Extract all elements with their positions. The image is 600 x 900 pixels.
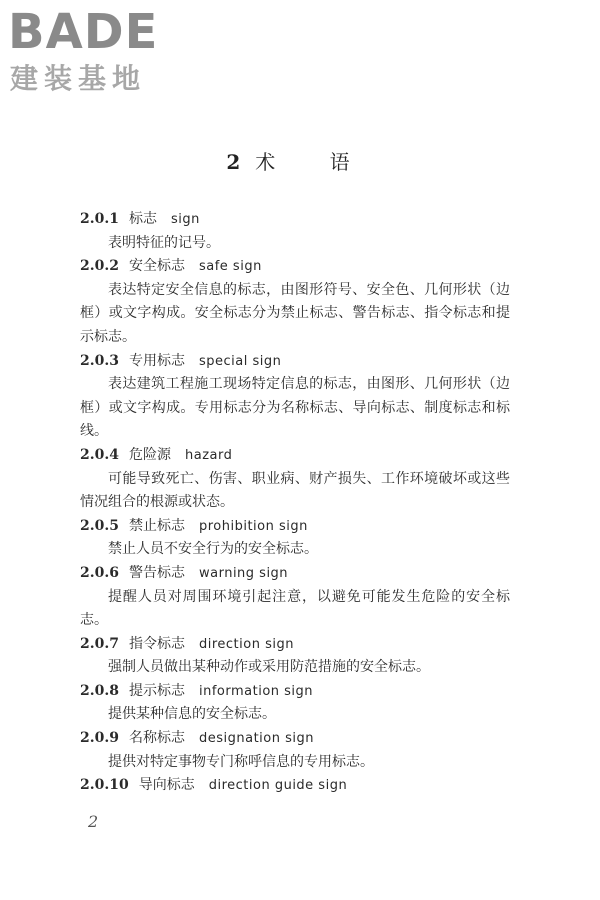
bade-logo [8,4,178,104]
logo-wordmark: BADE [8,4,159,60]
chapter-title [0,146,600,175]
term-entry [80,255,510,349]
term-definition: 提供某种信息的安全标志。 [108,706,276,723]
term-definition: 提醒人员对周围环境引起注意，以避免可能发生危险的安全标志。 [80,588,510,629]
term-english: designation sign [198,731,314,747]
term-heading [80,774,510,798]
term-english: safe sign [198,259,262,275]
term-heading [80,515,510,539]
chapter-heading: 术 语 [255,150,374,174]
term-heading [80,208,510,232]
term-definition: 禁止人员不安全行为的安全标志。 [108,541,318,558]
term-entry [80,350,510,444]
term-chinese: 危险源 [128,446,171,463]
term-chinese: 提示标志 [128,682,185,699]
term-entry [80,444,510,515]
term-entry [80,633,510,680]
term-number: 2.0.8 [80,682,119,699]
term-number: 2.0.3 [80,352,119,369]
term-definition: 表达特定安全信息的标志，由图形符号、安全色、几何形状（边框）或文字构成。安全标志分为禁止标志、警告标志、指令标志和提示标志。 [80,281,510,345]
term-number: 2.0.4 [80,446,119,463]
term-chinese: 禁止标志 [128,517,185,534]
term-definition: 可能导致死亡、伤害、职业病、财产损失、工作环境破坏或这些情况组合的根源或状态。 [80,470,510,511]
term-heading [80,562,510,586]
term-entry [80,727,510,774]
term-number: 2.0.10 [80,777,129,794]
term-chinese: 指令标志 [128,635,185,652]
chapter-number: 2 [226,150,242,174]
term-number: 2.0.2 [80,258,119,275]
term-chinese: 标志 [128,211,157,227]
term-definition: 强制人员做出某种动作或采用防范措施的安全标志。 [108,659,430,676]
term-heading [80,680,510,704]
term-heading [80,633,510,657]
term-english: information sign [198,683,314,699]
term-number: 2.0.6 [80,564,119,581]
term-entry [80,562,510,633]
term-chinese: 警告标志 [128,564,185,581]
term-chinese: 导向标志 [138,777,195,794]
term-english: sign [170,212,200,227]
term-number: 2.0.5 [80,517,119,534]
term-chinese: 名称标志 [128,730,185,747]
term-definition: 表明特征的记号。 [108,234,220,251]
term-heading [80,727,510,751]
term-english: prohibition sign [198,518,308,534]
term-heading [80,350,510,374]
term-english: hazard [184,447,233,463]
term-number: 2.0.7 [80,635,119,652]
logo-chinese-text: 建装基地 [10,62,147,95]
term-entry [80,515,510,562]
term-english: direction guide sign [208,778,348,794]
term-heading [80,444,510,468]
term-definition: 表达建筑工程施工现场特定信息的标志，由图形、几何形状（边框）或文字构成。专用标志分为名称标志、导向标志、制度标志和标线。 [80,376,510,440]
term-chinese: 专用标志 [128,352,185,369]
term-number: 2.0.9 [80,730,119,747]
term-number: 2.0.1 [80,211,119,227]
page-number: 2 [88,812,99,831]
term-entry [80,208,510,255]
term-definition: 提供对特定事物专门称呼信息的专用标志。 [108,753,374,770]
term-heading [80,255,510,279]
term-entry [80,774,510,798]
term-english: warning sign [198,565,289,581]
term-chinese: 安全标志 [128,258,185,275]
terms-list [80,208,510,798]
term-english: direction sign [198,636,294,652]
term-entry [80,680,510,727]
term-english: special sign [198,353,282,369]
